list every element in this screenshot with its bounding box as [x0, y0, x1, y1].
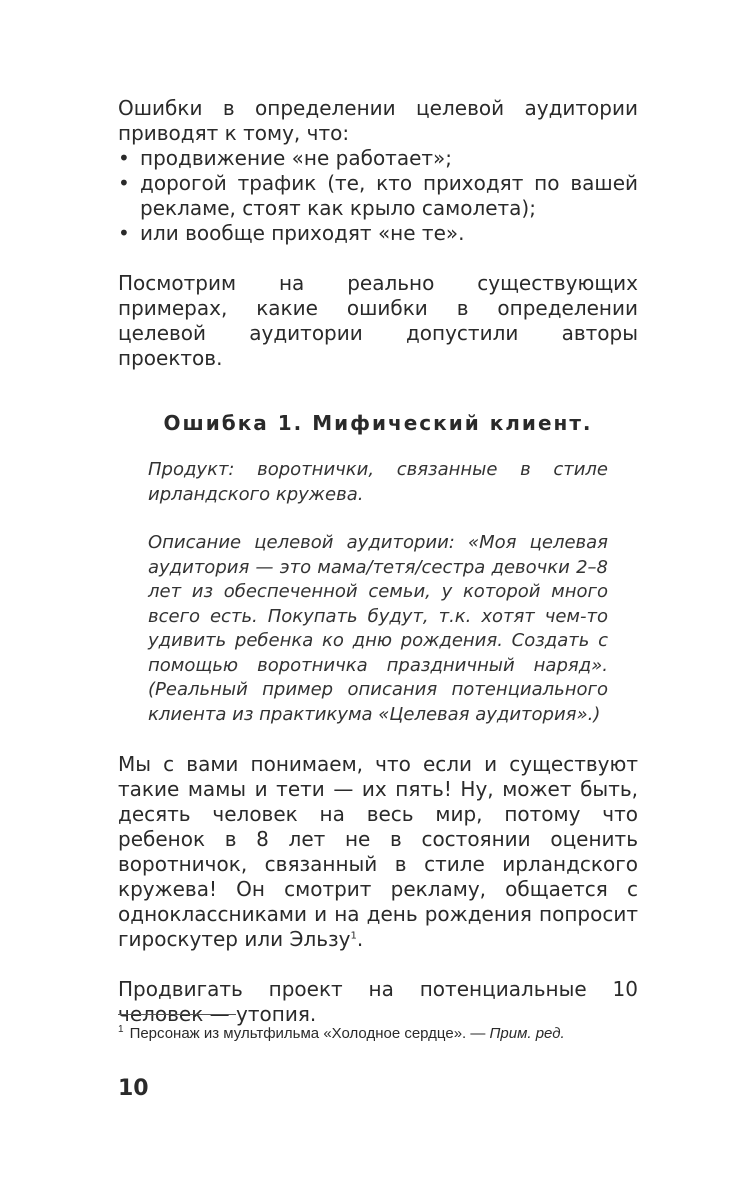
- quote-description: [148, 531, 608, 727]
- quote-description-text: Описание целевой аудитории: «Моя целевая аудитория — это мама/тетя/сестра девочки 2–8 лет из обеспеченной семьи, у которой много всего есть. Покупать будут, т.к. хотят чем-то удивить ребенка ко дню рождения. Создать с помощью воротничка праздничный наряд».: [148, 532, 608, 676]
- error-consequences-list: [118, 146, 638, 246]
- example-quote: [148, 458, 608, 727]
- quote-product: Продукт: воротнички, связанные в стиле ирландского кружева.: [148, 459, 608, 505]
- list-item: • или вообще приходят «не те».: [118, 221, 638, 246]
- section-heading: Ошибка 1. Мифический клиент.: [163, 411, 593, 435]
- list-item: • продвижение «не работает»;: [118, 146, 638, 171]
- footnote-editor-note: Прим. ред.: [489, 1025, 565, 1042]
- page-body: [118, 96, 638, 1027]
- footnote-divider: [118, 1014, 236, 1015]
- footnote: [118, 1024, 638, 1044]
- utopia-paragraph: Продвигать проект на потенциальные 10 человек — утопия.: [118, 977, 638, 1026]
- list-item: • дорогой трафик (те, кто приходят по вашей рекламе, стоят как крыло самолета);: [118, 171, 638, 221]
- footnote-text: Персонаж из мультфильма «Холодное сердце». —: [129, 1025, 490, 1042]
- moms-paragraph-text: Мы с вами понимаем, что если и существуют такие мамы и тети — их пять! Ну, может быть, десять человек на весь мир, потому что ребенок в 8 лет не в состоянии оценить воротничок, связанный в стиле ирландского кружева! Он смотрит рекламу, общается с одноклассниками и на день рождения попросит гироскутер или Эльзу: [118, 752, 638, 951]
- page-number: 10: [118, 1076, 149, 1101]
- footnote-mark: 1: [118, 1024, 124, 1035]
- examples-paragraph: Посмотрим на реально существующих примерах, какие ошибки в определении целевой аудитории допустили авторы проектов.: [118, 271, 638, 370]
- intro-paragraph: Ошибки в определении целевой аудитории приводят к тому, что:: [118, 96, 638, 145]
- quote-source: (Реальный пример описания потенциального клиента из практикума «Целевая аудитория».): [148, 679, 608, 725]
- moms-paragraph-end: .: [356, 927, 364, 951]
- moms-paragraph: [118, 752, 638, 952]
- footnote-reference: 1: [350, 930, 357, 942]
